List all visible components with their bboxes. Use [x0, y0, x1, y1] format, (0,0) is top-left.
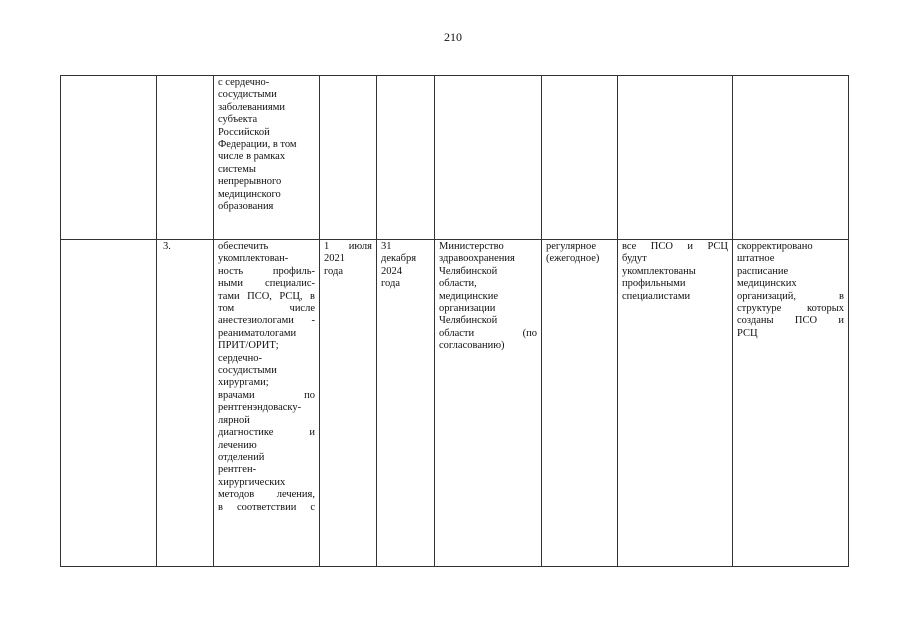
text-line: профильными — [622, 278, 686, 290]
text-line: специалистами — [622, 290, 691, 302]
text-line: укомплектованы — [622, 265, 696, 277]
text-line: лярной — [218, 414, 250, 426]
text-line: (ежегодное) — [546, 253, 600, 265]
end-date-cell — [377, 240, 435, 567]
text-line: сердечно- — [218, 352, 262, 364]
indicator-text — [737, 241, 844, 340]
text-line: 31 — [381, 241, 392, 252]
text-line: медицинских — [737, 278, 797, 290]
event-cell — [214, 240, 320, 567]
empty-cell — [61, 76, 157, 240]
text-line: тами ПСО, РСЦ, в — [218, 290, 315, 302]
text-line: Министерство — [439, 241, 504, 252]
text-line: области, — [439, 278, 477, 290]
text-line: хирургических — [218, 476, 286, 488]
text-line: диагностике и — [218, 427, 315, 439]
text-line: декабря — [381, 253, 417, 265]
text-line: согласованию) — [439, 340, 505, 352]
text-line: сосудистыми — [218, 365, 277, 377]
page-number: 210 — [444, 30, 462, 44]
event-text — [218, 241, 315, 514]
text-line: Федерации, в том — [218, 139, 297, 151]
number-cell — [157, 76, 214, 240]
text-line: заболеваниями — [218, 101, 285, 113]
text-line: структуре которых — [737, 303, 844, 315]
result-cell — [618, 240, 733, 567]
text-line: года — [324, 265, 343, 277]
result-cell — [618, 76, 733, 240]
responsible-cell — [435, 240, 542, 567]
text-line: года — [381, 278, 400, 290]
text-line: области (по — [439, 327, 537, 339]
text-line: отделений — [218, 451, 265, 463]
text-line: сосудистыми — [218, 89, 277, 101]
text-line: расписание — [737, 265, 789, 277]
frequency-cell — [542, 76, 618, 240]
text-line: организаций, в — [737, 290, 844, 302]
start-date-text — [324, 241, 372, 278]
event-cell — [214, 76, 320, 240]
text-line: регулярное — [546, 241, 596, 252]
text-line: Челябинской — [439, 315, 498, 327]
text-line: здравоохранения — [439, 253, 515, 265]
empty-cell — [61, 240, 157, 567]
result-text — [622, 241, 728, 303]
text-line: Челябинской — [439, 265, 498, 277]
text-line: врачами по — [218, 389, 315, 401]
number-cell: 3. — [157, 240, 214, 567]
text-line: рентген- — [218, 464, 257, 476]
text-line: обеспечить — [218, 241, 269, 252]
event-text — [218, 77, 315, 213]
text-line: штатное — [737, 253, 775, 265]
text-line: РСЦ — [737, 327, 758, 339]
text-line: 2021 — [324, 253, 345, 265]
indicator-cell — [733, 240, 849, 567]
end-date-cell — [377, 76, 435, 240]
text-line: методов лечения, — [218, 489, 315, 501]
text-line: созданы ПСО и — [737, 315, 844, 327]
responsible-text — [439, 241, 537, 353]
responsible-cell — [435, 76, 542, 240]
text-line: анестезиологами - — [218, 315, 315, 327]
text-line: системы — [218, 163, 256, 175]
text-line: ность профиль- — [218, 265, 315, 277]
text-line: лечению — [218, 439, 257, 451]
text-line: том числе — [218, 303, 315, 315]
text-line: 2024 — [381, 265, 402, 277]
text-line: ными специалис- — [218, 278, 315, 290]
text-line: скорректировано — [737, 241, 813, 252]
text-line: ПРИТ/ОРИТ; — [218, 340, 279, 352]
start-date-cell — [320, 76, 377, 240]
text-line: рентгенэндоваску- — [218, 402, 302, 414]
text-line: субъекта — [218, 114, 258, 126]
text-line: с сердечно- — [218, 77, 270, 88]
end-date-text — [381, 241, 430, 291]
text-line: организации — [439, 303, 496, 315]
text-line: 1 июля — [324, 241, 372, 252]
text-line: хирургами; — [218, 377, 269, 389]
text-line: числе в рамках — [218, 151, 286, 163]
text-line: медицинского — [218, 188, 281, 200]
frequency-cell — [542, 240, 618, 567]
table-row — [61, 76, 849, 240]
text-line: будут — [622, 253, 647, 265]
text-line: медицинские — [439, 290, 499, 302]
indicator-cell — [733, 76, 849, 240]
start-date-cell — [320, 240, 377, 567]
frequency-text — [546, 241, 613, 266]
measures-table — [60, 75, 849, 567]
text-line: Российской — [218, 126, 270, 138]
table-row — [61, 240, 849, 567]
text-line: образования — [218, 201, 274, 213]
text-line: непрерывного — [218, 176, 282, 188]
text-line: все ПСО и РСЦ — [622, 241, 728, 252]
text-line: в соответствии с — [218, 501, 315, 513]
text-line: реаниматологами — [218, 327, 297, 339]
text-line: укомплектован- — [218, 253, 289, 265]
